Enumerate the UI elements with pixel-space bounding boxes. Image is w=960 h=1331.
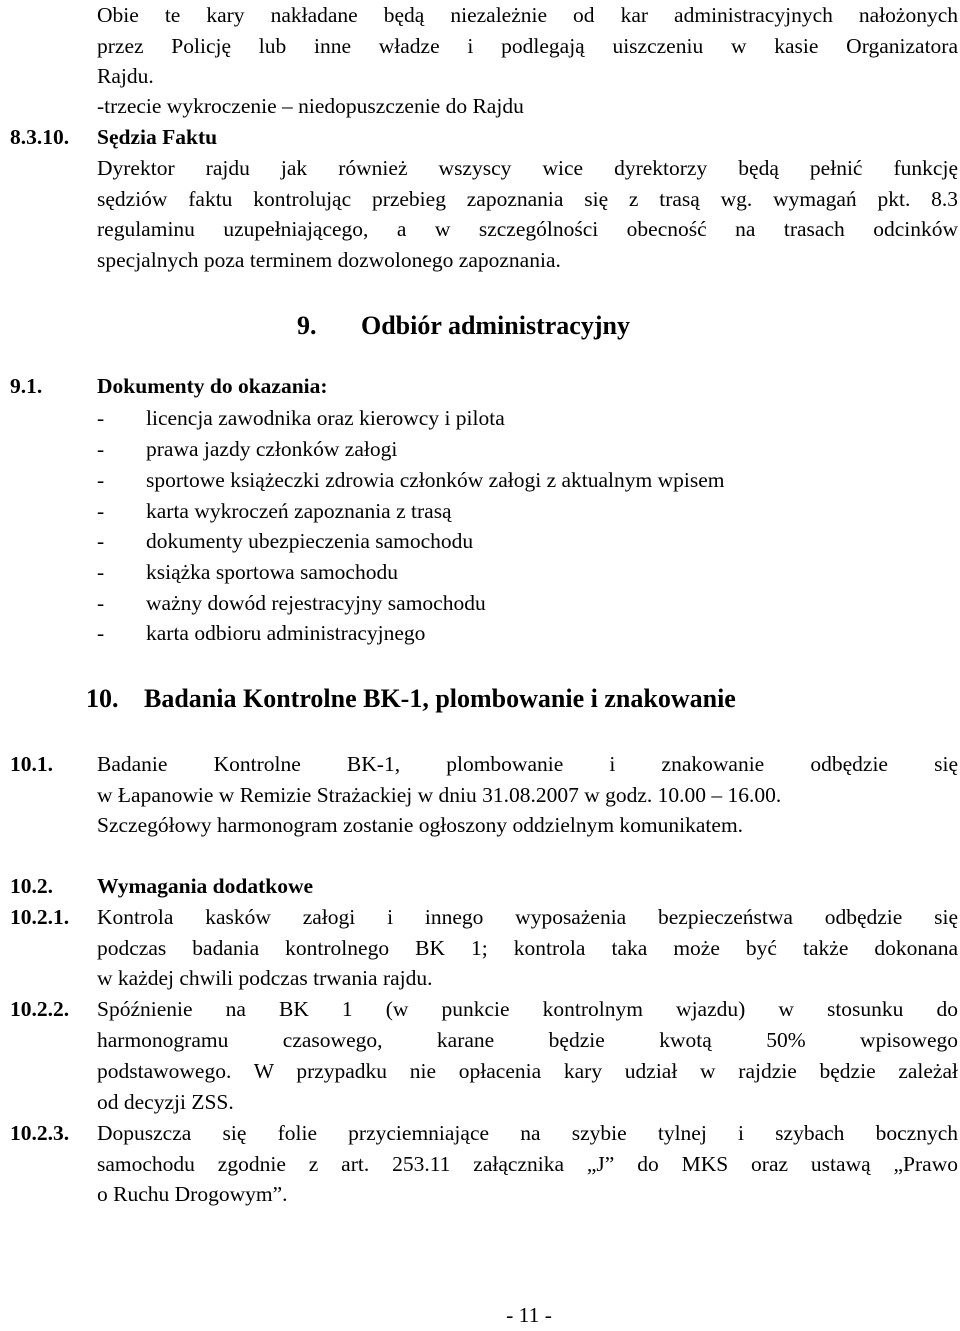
paragraph-line: podstawowego. W przypadku nie opłacenia kary udział w rajdzie będzie zależał bbox=[97, 1059, 958, 1083]
list-item-text: sportowe książeczki zdrowia członków załogi z aktualnym wpisem bbox=[146, 468, 725, 492]
list-item-text: karta wykroczeń zapoznania z trasą bbox=[146, 499, 452, 523]
section-number: 10.2.1. bbox=[10, 905, 70, 929]
list-item bbox=[0, 408, 960, 438]
paragraph-line: harmonogramu czasowego, karane będzie kwotą 50% wpisowego bbox=[97, 1028, 958, 1052]
section-number: 8.3.10. bbox=[10, 125, 70, 149]
list-item-text: karta odbioru administracyjnego bbox=[146, 621, 426, 645]
heading-number: 10. bbox=[86, 684, 119, 713]
paragraph-line: od decyzji ZSS. bbox=[97, 1090, 234, 1114]
section-number: 9.1. bbox=[10, 374, 43, 398]
list-item bbox=[0, 562, 960, 592]
paragraph-line: Dopuszcza się folie przyciemniające na szybie tylnej i szybach bocznych bbox=[97, 1121, 958, 1145]
bullet-dash: - bbox=[97, 591, 105, 615]
list-item-text: dokumenty ubezpieczenia samochodu bbox=[146, 529, 474, 553]
paragraph-line: przez Policję lub inne władze i podlegają uiszczeniu w kasie Organizatora bbox=[97, 34, 958, 58]
list-item bbox=[0, 623, 960, 653]
paragraph-line: regulaminu uzupełniającego, a w szczególności obecność na trasach odcinków bbox=[97, 217, 958, 241]
list-item bbox=[0, 470, 960, 500]
section-number: 10.2. bbox=[10, 874, 53, 898]
paragraph-line: specjalnych poza terminem dozwolonego zapoznania. bbox=[97, 248, 561, 272]
paragraph-line: sędziów faktu kontrolując przebieg zapoznania się z trasą wg. wymagań pkt. 8.3 bbox=[97, 187, 958, 211]
paragraph-line: Obie te kary nakładane będą niezależnie od kar administracyjnych nałożonych bbox=[97, 3, 958, 27]
section-number: 10.2.3. bbox=[10, 1121, 70, 1145]
list-item bbox=[0, 439, 960, 469]
paragraph-line: Rajdu. bbox=[97, 64, 154, 88]
paragraph-line: Dyrektor rajdu jak również wszyscy wice dyrektorzy będą pełnić funkcję bbox=[97, 156, 958, 180]
paragraph-line: o Ruchu Drogowym”. bbox=[97, 1182, 288, 1206]
bullet-dash: - bbox=[97, 529, 105, 553]
paragraph-line: Badanie Kontrolne BK-1, plombowanie i znakowanie odbędzie się bbox=[97, 752, 958, 776]
section-title: Sędzia Faktu bbox=[97, 125, 218, 149]
paragraph-line: Szczegółowy harmonogram zostanie ogłoszony oddzielnym komunikatem. bbox=[97, 813, 744, 837]
list-item bbox=[0, 501, 960, 531]
section-title: Wymagania dodatkowe bbox=[97, 874, 314, 898]
paragraph-line: samochodu zgodnie z art. 253.11 załącznika „J” do MKS oraz ustawą „Prawo bbox=[97, 1152, 958, 1176]
bullet-dash: - bbox=[97, 406, 105, 430]
bullet-dash: - bbox=[97, 560, 105, 584]
bullet-dash: - bbox=[97, 468, 105, 492]
heading-title: Odbiór administracyjny bbox=[361, 311, 630, 340]
section-number: 10.1. bbox=[10, 752, 53, 776]
list-item-text: licencja zawodnika oraz kierowcy i pilota bbox=[146, 406, 505, 430]
paragraph-line: Kontrola kasków załogi i innego wyposażenia bezpieczeństwa odbędzie się bbox=[97, 905, 958, 929]
section-title: Dokumenty do okazania: bbox=[97, 374, 328, 398]
heading-title: Badania Kontrolne BK-1, plombowanie i znakowanie bbox=[144, 684, 736, 713]
paragraph-line: w każdej chwili podczas trwania rajdu. bbox=[97, 966, 433, 990]
paragraph-line: w Łapanowie w Remizie Strażackiej w dniu 31.08.2007 w godz. 10.00 – 16.00. bbox=[97, 783, 782, 807]
heading-number: 9. bbox=[297, 311, 317, 340]
page-number: - 11 - bbox=[506, 1303, 552, 1327]
list-item-text: książka sportowa samochodu bbox=[146, 560, 398, 584]
bullet-dash: - bbox=[97, 437, 105, 461]
bullet-dash: - bbox=[97, 621, 105, 645]
paragraph-line: podczas badania kontrolnego BK 1; kontrola taka może być także dokonana bbox=[97, 936, 958, 960]
paragraph-line: -trzecie wykroczenie – niedopuszczenie do Rajdu bbox=[97, 94, 524, 118]
list-item-text: ważny dowód rejestracyjny samochodu bbox=[146, 591, 486, 615]
section-number: 10.2.2. bbox=[10, 997, 70, 1021]
bullet-dash: - bbox=[97, 499, 105, 523]
paragraph-line: Spóźnienie na BK 1 (w punkcie kontrolnym wjazdu) w stosunku do bbox=[97, 997, 958, 1021]
list-item-text: prawa jazdy członków załogi bbox=[146, 437, 398, 461]
list-item bbox=[0, 593, 960, 623]
list-item bbox=[0, 531, 960, 561]
